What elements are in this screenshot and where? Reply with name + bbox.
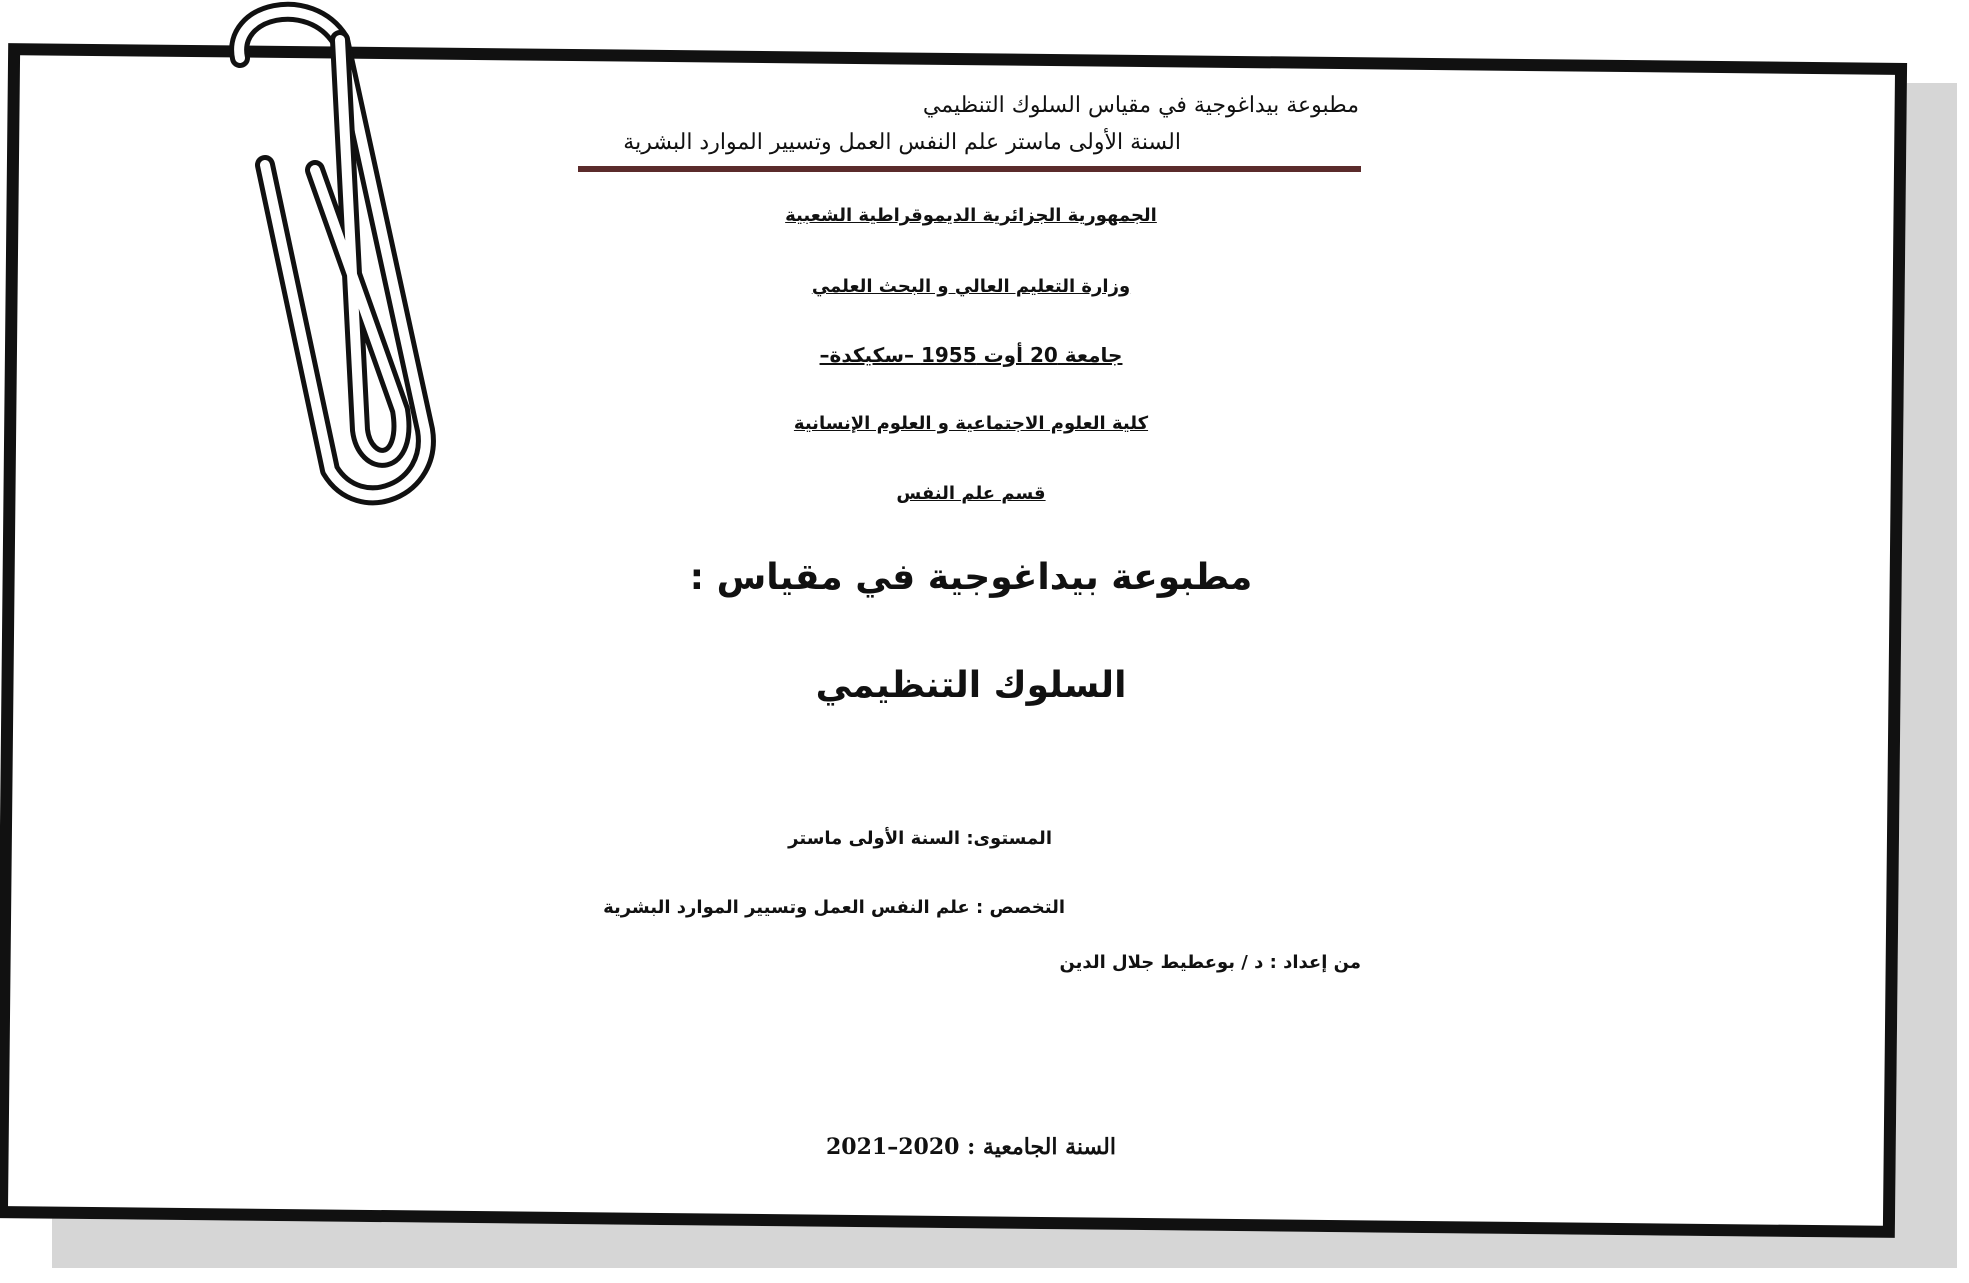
running-header-line-2: السنة الأولى ماستر علم النفس العمل وتسيير الموارد البشرية [623,130,1181,155]
republic-name: الجمهورية الجزائرية الديموقراطية الشعبية [785,205,1157,226]
document-title-line-2: السلوك التنظيمي [815,665,1127,706]
paper-clip-icon [220,0,460,520]
header-rule [578,166,1361,172]
academic-year: السنة الجامعية : 2020–2021 [826,1134,1116,1160]
level-info: المستوى: السنة الأولى ماستر [788,828,1052,849]
department-name: قسم علم النفس [896,483,1046,504]
ministry-name: وزارة التعليم العالي و البحث العلمي [811,276,1131,297]
specialty-info: التخصص : علم النفس العمل وتسيير الموارد البشرية [603,897,1065,918]
running-header-line-1: مطبوعة بيداغوجية في مقياس السلوك التنظيمي [922,93,1359,118]
document-title-line-1: مطبوعة بيداغوجية في مقياس : [689,557,1253,598]
university-name: جامعة 20 أوت 1955 –سكيكدة– [819,343,1123,367]
author-info: من إعداد : د / بوعطيط جلال الدين [1059,952,1361,973]
faculty-name: كلية العلوم الاجتماعية و العلوم الإنسانية [793,413,1149,434]
